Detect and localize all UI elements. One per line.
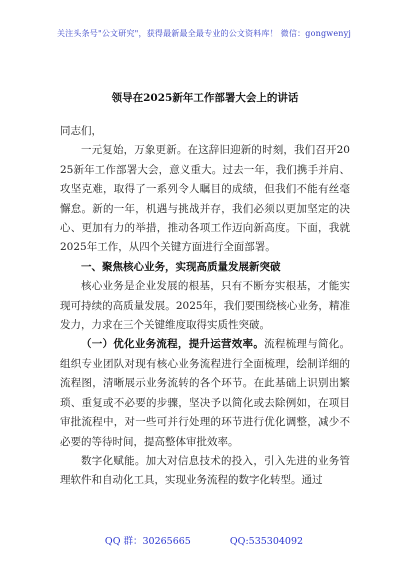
footer-contact — [0, 533, 408, 547]
document-page — [60, 90, 350, 491]
heading-section-1: 一、聚焦核心业务，实现高质量发展新突破 — [81, 260, 281, 273]
paragraph-subsection-1 — [60, 335, 350, 451]
top-banner: 关注头条号"公文研究"，获得最新最全最专业的公文资料库！ 微信：gongwenyj — [56, 29, 352, 38]
subheading-1: （一）优化业务流程，提升运营效率。 — [81, 338, 265, 351]
footer-qq: QQ:535304092 — [229, 536, 304, 547]
paragraph-core-business: 核心业务是企业发展的根基，只有不断夯实根基，才能实现可持续的高质量发展。2025年，我们要围绕核心业务，精准发力，力求在三个关键维度取得实质性突破。 — [60, 280, 350, 332]
footer-qq-group: QQ 群：30265665 — [104, 536, 191, 547]
paragraph-intro: 一元复始，万象更新。在这辞旧迎新的时刻，我们召开2025新年工作部署大会，意义重大。过去一年，我们携手并肩、攻坚克难，取得了一系列令人瞩目的成绩，但我们不能有丝毫懈怠。新的一年，机遇与挑战并存，我们必须以更加坚定的决心、更加有力的举措，推动各项工作迈向新高度。下面，我就2025年工作，从四个关键方面进行全面部署。 — [60, 144, 350, 254]
paragraph-digital: 数字化赋能。加大对信息技术的投入，引入先进的业务管理软件和自动化工具，实现业务流程的数字化转型。通过 — [60, 454, 350, 487]
subsection-1-text: 流程梳理与简化。组织专业团队对现有核心业务流程进行全面梳理，绘制详细的流程图，清晰展示业务流转的各个环节。在此基础上识别出繁琐、重复或不必要的步骤，坚决予以简化或去除例如，在项目审批流程中，对一些可并行处理的环节进行优化调整，减少不必要的等待时间，提高整体审批效率。 — [60, 338, 351, 448]
greeting: 同志们， — [60, 125, 102, 137]
document-title: 领导在2025新年工作部署大会上的讲话 — [111, 92, 299, 104]
